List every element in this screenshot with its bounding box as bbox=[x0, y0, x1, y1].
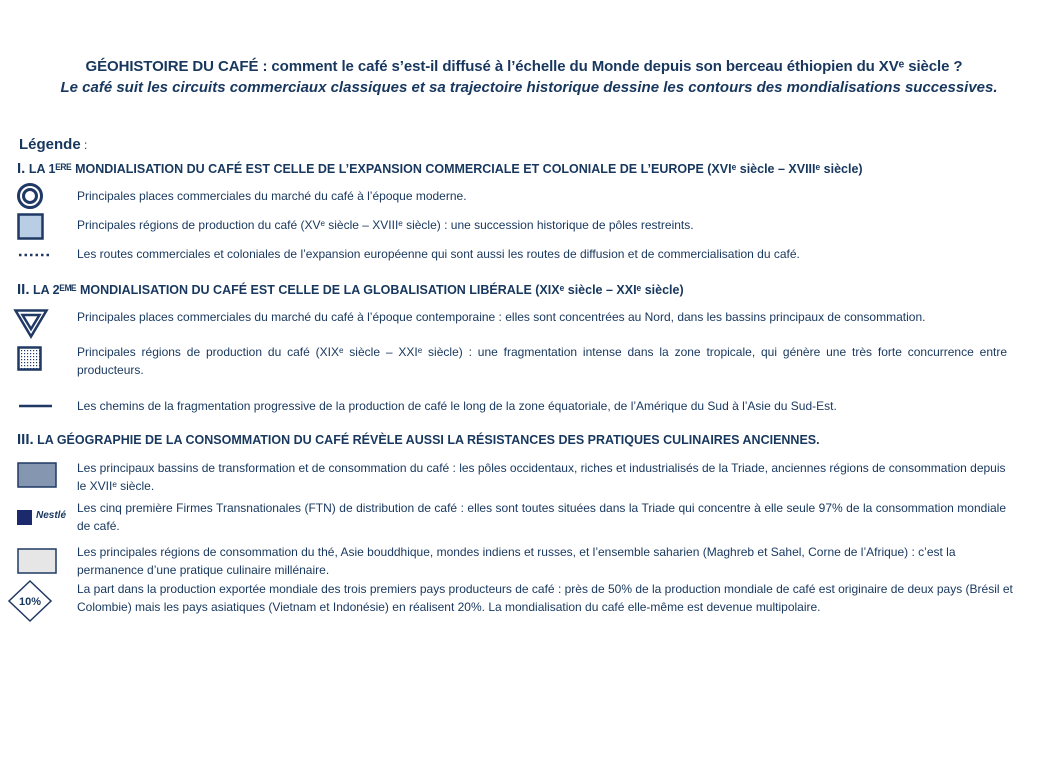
legend-title-colon: : bbox=[80, 138, 88, 152]
legend-item-colonial-routes: Les routes commerciales et coloniales de l’expansion européenne qui sont aussi les routes de diffusion et de commercialisation du café. bbox=[77, 247, 800, 261]
section-2-number: II. bbox=[17, 281, 30, 298]
ring-icon bbox=[16, 182, 46, 212]
section-1-number: I. bbox=[17, 160, 26, 177]
section-2-title: LA 2ᴱᴹᴱ MONDIALISATION DU CAFÉ EST CELLE DE LA GLOBALISATION LIBÉRALE (XIXᵉ siècle – XXIᵉ siècle) bbox=[29, 283, 684, 297]
diamond-label: 10% bbox=[18, 596, 42, 608]
legend-item-production-regions-modern: Principales régions de production du café (XVᵉ siècle – XVIIIᵉ siècle) : une succession historique de pôles restreints. bbox=[77, 218, 694, 232]
nestle-label: Nestlé bbox=[36, 510, 67, 521]
legend-item-transnational-firms: Les cinq première Firmes Transnationales (FTN) de distribution de café : elles sont toutes situées dans la Triade qui concentre à elle seule 97% de la consommation mondiale de café. bbox=[77, 501, 1006, 533]
light-square-icon bbox=[17, 213, 47, 243]
diamond-icon bbox=[9, 580, 53, 624]
legend-item-trade-places-modern: Principales places commerciales du marché du café à l’époque moderne. bbox=[77, 189, 467, 203]
grey-rectangle-icon bbox=[17, 548, 59, 576]
solid-line-icon bbox=[19, 403, 59, 409]
dotted-line-icon bbox=[19, 252, 59, 258]
nestle-square-icon bbox=[17, 510, 35, 528]
legend-item-trade-places-contemporary: Principales places commerciales du marché du café à l’époque contemporaine : elles sont concentrées au Nord, dans les bassins principaux de consommation. bbox=[77, 310, 926, 324]
section-3-title: LA GÉOGRAPHIE DE LA CONSOMMATION DU CAFÉ RÉVÈLE AUSSI LA RÉSISTANCES DES PRATIQUES CULINAIRES ANCIENNES. bbox=[33, 433, 820, 447]
page-title: GÉOHISTOIRE DU CAFÉ : comment le café s’est-il diffusé à l’échelle du Monde depuis son berceau éthiopien du XVᵉ siècle ? bbox=[85, 58, 963, 75]
legend-item-consumption-basins: Les principaux bassins de transformation et de consommation du café : les pôles occidentaux, riches et industrialisés de la Triade, anciennes régions de consommation depuis le XVIIᵉ siècle. bbox=[77, 461, 1006, 493]
dark-rectangle-icon bbox=[17, 462, 59, 490]
page-subtitle: Le café suit les circuits commerciaux classiques et sa trajectoire historique dessine les contours des mondialisations successives. bbox=[60, 79, 998, 96]
legend-item-fragmentation-paths: Les chemins de la fragmentation progressive de la production de café le long de la zone équatoriale, de l’Amérique du Sud à l’Asie du Sud-Est. bbox=[77, 399, 837, 413]
legend-item-production-regions-contemporary: Principales régions de production du café (XIXᵉ siècle – XXIᵉ siècle) : une fragmentation intense dans la zone tropicale, qui génère une très forte concurrence entre producteurs. bbox=[77, 345, 1007, 377]
section-3-number: III. bbox=[17, 431, 34, 448]
section-1-heading bbox=[17, 160, 863, 177]
triangle-icon bbox=[14, 309, 50, 339]
dotted-square-icon bbox=[17, 346, 47, 376]
section-1-title: LA 1ᴱᴿᴱ MONDIALISATION DU CAFÉ EST CELLE DE L’EXPANSION COMMERCIALE ET COLONIALE DE L’EUROPE (XVIᵉ siècle – XVIIIᵉ siècle) bbox=[25, 162, 863, 176]
legend-item-tea-regions: Les principales régions de consommation du thé, Asie bouddhique, mondes indiens et russes, et l’ensemble saharien (Maghreb et Sahel, Corne de l’Afrique) : c’est la permanence d’une pratique culinaire millénaire. bbox=[77, 545, 956, 577]
section-2-heading bbox=[17, 281, 684, 298]
legend-title-text: Légende bbox=[19, 136, 81, 153]
section-3-heading bbox=[17, 431, 820, 448]
legend-item-export-share: La part dans la production exportée mondiale des trois premiers pays producteurs de café : près de 50% de la production mondiale de café est originaire de deux pays (Brésil et Colombie) mais les pays asiatiques (Vietnam et Indonésie) en réalisent 20%. La mondialisation du café elle-même est devenue multipolaire. bbox=[77, 582, 1013, 614]
legend-title bbox=[19, 136, 87, 153]
